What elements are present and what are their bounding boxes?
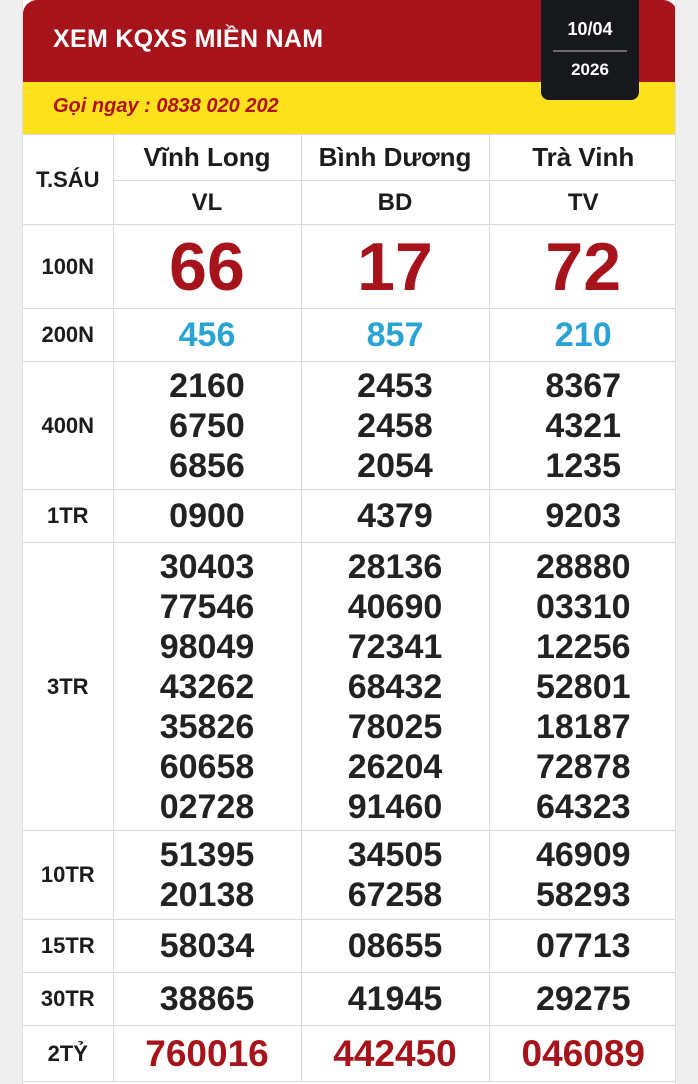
- prize-label: 3TR: [23, 543, 113, 831]
- prize-number: 12256: [535, 627, 631, 666]
- prize-label: 400N: [23, 362, 113, 490]
- prize-number: 30403: [159, 547, 255, 586]
- header-title: XEM KQXS MIỀN NAM: [53, 25, 324, 53]
- prize-number: 2453: [357, 366, 433, 405]
- prize-cell: [301, 543, 489, 831]
- prize-number: 91460: [347, 787, 443, 826]
- prize-row: [23, 920, 676, 973]
- prize-cell: [301, 973, 489, 1026]
- prize-number: 2160: [169, 366, 245, 405]
- prize-number: 08655: [347, 927, 443, 965]
- prize-number: 0900: [169, 497, 245, 535]
- prize-label: 2TỶ: [23, 1026, 113, 1082]
- prize-number: 9203: [545, 497, 622, 535]
- prize-cell: [113, 1026, 301, 1082]
- prize-number: 34505: [347, 836, 443, 874]
- prize-number: 66: [169, 228, 245, 305]
- prize-number: 78025: [347, 707, 443, 746]
- prize-number: 03310: [535, 587, 631, 626]
- prize-row: [23, 543, 676, 831]
- province-code-binh-duong: BD: [301, 181, 489, 225]
- prize-cell: [489, 225, 676, 309]
- weekday-label: T.SÁU: [23, 135, 113, 225]
- prize-number: 28880: [535, 547, 631, 586]
- prize-cell: [301, 490, 489, 543]
- prize-cell: [301, 362, 489, 490]
- prize-number: 46909: [535, 836, 631, 874]
- prize-cell: [113, 973, 301, 1026]
- prize-row: [23, 973, 676, 1026]
- prize-cell: [113, 490, 301, 543]
- prize-number: 456: [178, 315, 236, 354]
- prize-number: 442450: [333, 1032, 457, 1074]
- prize-number: 40690: [347, 587, 443, 626]
- prize-cell: [301, 920, 489, 973]
- date-year: 2026: [571, 60, 609, 79]
- prize-label: 15TR: [23, 920, 113, 973]
- prize-cell: [489, 920, 676, 973]
- prize-number: 28136: [347, 547, 443, 586]
- prize-row: [23, 1026, 676, 1082]
- prize-row: [23, 490, 676, 543]
- prize-number: 07713: [535, 927, 631, 965]
- prize-number: 17: [357, 228, 433, 305]
- prize-cell: [113, 920, 301, 973]
- prize-number: 2054: [357, 446, 433, 485]
- prize-number: 2458: [357, 406, 433, 445]
- province-name-tra-vinh[interactable]: Trà Vinh: [489, 135, 676, 181]
- province-name-binh-duong[interactable]: Bình Dương: [301, 135, 489, 181]
- prize-label: 100N: [23, 225, 113, 309]
- prize-cell: [489, 309, 676, 362]
- prize-cell: [113, 831, 301, 920]
- prize-cell: [489, 362, 676, 490]
- prize-number: 29275: [535, 980, 631, 1018]
- prize-label: 30TR: [23, 973, 113, 1026]
- prize-number: 77546: [159, 587, 255, 626]
- prize-cell: [301, 309, 489, 362]
- prize-row: [23, 225, 676, 309]
- prize-cell: [301, 1026, 489, 1082]
- prize-number: 60658: [159, 747, 255, 786]
- date-badge: [541, 0, 639, 100]
- prize-number: 72: [545, 228, 622, 305]
- prize-number: 68432: [347, 667, 443, 706]
- prize-number: 67258: [347, 876, 443, 914]
- date-divider: [553, 50, 627, 52]
- hotline-text[interactable]: Gọi ngay : 0838 020 202: [53, 95, 279, 117]
- prize-number: 8367: [545, 366, 622, 405]
- prize-cell: [301, 225, 489, 309]
- prize-label: 10TR: [23, 831, 113, 920]
- prize-cell: [301, 831, 489, 920]
- prize-cell: [113, 543, 301, 831]
- prize-number: 58293: [535, 876, 631, 914]
- prize-number: 02728: [159, 787, 255, 826]
- prize-cell: [489, 490, 676, 543]
- prize-number: 51395: [159, 836, 255, 874]
- prize-number: 6856: [169, 446, 245, 485]
- prize-number: 41945: [347, 980, 443, 1018]
- prize-number: 98049: [159, 627, 255, 666]
- prize-number: 72341: [347, 627, 443, 666]
- results-table: [23, 134, 676, 1082]
- prize-number: 857: [366, 315, 424, 354]
- prize-number: 20138: [159, 876, 255, 914]
- prize-label: 200N: [23, 309, 113, 362]
- prize-number: 4321: [545, 406, 622, 445]
- prize-row: [23, 831, 676, 920]
- prize-number: 210: [554, 315, 612, 354]
- prize-number: 38865: [159, 980, 255, 1018]
- province-code-vinh-long: VL: [113, 181, 301, 225]
- prize-number: 35826: [159, 707, 255, 746]
- lottery-results-card: [22, 0, 676, 1084]
- province-code-tra-vinh: TV: [489, 181, 676, 225]
- prize-cell: [113, 225, 301, 309]
- prize-number: 046089: [521, 1032, 645, 1074]
- prize-label: 1TR: [23, 490, 113, 543]
- prize-cell: [489, 543, 676, 831]
- prize-number: 26204: [347, 747, 443, 786]
- prize-number: 4379: [357, 497, 433, 535]
- prize-number: 72878: [535, 747, 631, 786]
- prize-number: 43262: [159, 667, 255, 706]
- prize-number: 52801: [535, 667, 631, 706]
- prize-cell: [489, 831, 676, 920]
- prize-number: 1235: [545, 446, 622, 485]
- prize-number: 58034: [159, 927, 255, 965]
- prize-row: [23, 362, 676, 490]
- province-name-vinh-long[interactable]: Vĩnh Long: [113, 135, 301, 181]
- date-day: 10/04: [567, 19, 613, 39]
- prize-row: [23, 309, 676, 362]
- prize-cell: [113, 309, 301, 362]
- prize-cell: [489, 1026, 676, 1082]
- prize-cell: [113, 362, 301, 490]
- prize-number: 6750: [169, 406, 245, 445]
- prize-number: 760016: [145, 1032, 269, 1074]
- prize-number: 64323: [535, 787, 631, 826]
- prize-number: 18187: [535, 707, 631, 746]
- prize-cell: [489, 973, 676, 1026]
